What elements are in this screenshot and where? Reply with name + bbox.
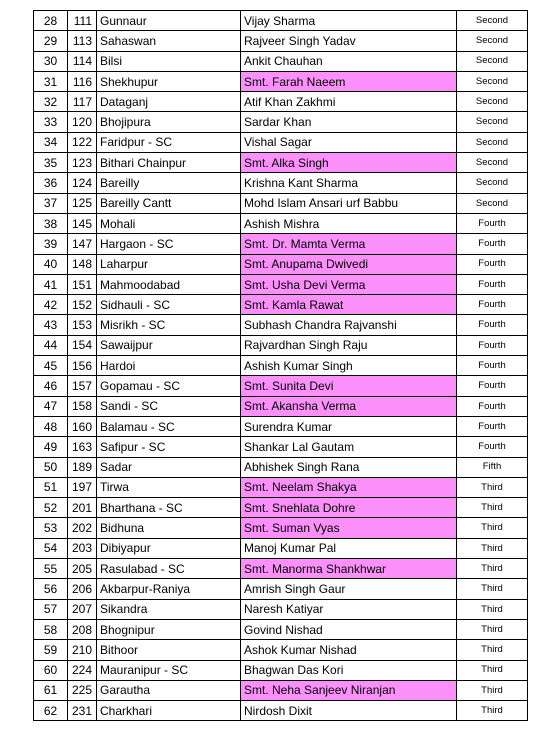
table-row (34, 660, 528, 680)
serial-number-cell: 33 (34, 112, 68, 132)
serial-number-cell: 56 (34, 579, 68, 599)
candidate-name-cell: Smt. Manorma Shankhwar (241, 559, 457, 579)
table-row (34, 315, 528, 335)
phase-cell: Third (457, 599, 528, 619)
phase-cell: Fourth (457, 416, 528, 436)
serial-number-cell: 38 (34, 213, 68, 233)
candidate-name-cell: Manoj Kumar Pal (241, 538, 457, 558)
constituency-name-cell: Bithoor (97, 640, 241, 660)
constituency-number-cell: 114 (68, 51, 97, 71)
candidate-name-cell: Atif Khan Zakhmi (241, 92, 457, 112)
constituency-name-cell: Sandi - SC (97, 396, 241, 416)
table-row (34, 153, 528, 173)
constituency-name-cell: Dataganj (97, 92, 241, 112)
constituency-number-cell: 205 (68, 559, 97, 579)
serial-number-cell: 42 (34, 295, 68, 315)
phase-cell: Third (457, 640, 528, 660)
table-row (34, 71, 528, 91)
constituency-number-cell: 163 (68, 437, 97, 457)
candidate-name-cell: Ashish Kumar Singh (241, 356, 457, 376)
constituency-name-cell: Bithari Chainpur (97, 153, 241, 173)
phase-cell: Third (457, 579, 528, 599)
constituency-number-cell: 111 (68, 11, 97, 31)
table-row (34, 274, 528, 294)
constituency-number-cell: 154 (68, 335, 97, 355)
table-row (34, 701, 528, 721)
phase-cell: Third (457, 660, 528, 680)
constituency-number-cell: 158 (68, 396, 97, 416)
candidate-name-cell: Sardar Khan (241, 112, 457, 132)
table-row (34, 416, 528, 436)
table-row (34, 213, 528, 233)
phase-cell: Third (457, 538, 528, 558)
serial-number-cell: 62 (34, 701, 68, 721)
table-row (34, 295, 528, 315)
serial-number-cell: 55 (34, 559, 68, 579)
constituency-number-cell: 122 (68, 132, 97, 152)
constituency-number-cell: 117 (68, 92, 97, 112)
candidate-name-cell: Krishna Kant Sharma (241, 173, 457, 193)
constituency-name-cell: Sahaswan (97, 31, 241, 51)
serial-number-cell: 30 (34, 51, 68, 71)
candidate-name-cell: Smt. Anupama Dwivedi (241, 254, 457, 274)
table-row (34, 559, 528, 579)
table-row (34, 579, 528, 599)
serial-number-cell: 50 (34, 457, 68, 477)
table-row (34, 92, 528, 112)
constituency-name-cell: Faridpur - SC (97, 132, 241, 152)
phase-cell: Second (457, 11, 528, 31)
table-row (34, 376, 528, 396)
phase-cell: Second (457, 132, 528, 152)
constituency-number-cell: 160 (68, 416, 97, 436)
phase-cell: Second (457, 153, 528, 173)
candidate-name-cell: Smt. Dr. Mamta Verma (241, 234, 457, 254)
table-row (34, 538, 528, 558)
table-row (34, 640, 528, 660)
table-row (34, 680, 528, 700)
constituency-name-cell: Sawaijpur (97, 335, 241, 355)
constituency-name-cell: Tirwa (97, 477, 241, 497)
serial-number-cell: 34 (34, 132, 68, 152)
constituency-name-cell: Akbarpur-Raniya (97, 579, 241, 599)
table-row (34, 396, 528, 416)
serial-number-cell: 45 (34, 356, 68, 376)
constituency-name-cell: Bareilly (97, 173, 241, 193)
phase-cell: Fourth (457, 396, 528, 416)
phase-cell: Second (457, 51, 528, 71)
candidate-name-cell: Naresh Katiyar (241, 599, 457, 619)
constituency-name-cell: Charkhari (97, 701, 241, 721)
table-row (34, 254, 528, 274)
constituency-number-cell: 197 (68, 477, 97, 497)
phase-cell: Third (457, 680, 528, 700)
table-row (34, 498, 528, 518)
candidate-name-cell: Shankar Lal Gautam (241, 437, 457, 457)
phase-cell: Second (457, 112, 528, 132)
constituency-name-cell: Sikandra (97, 599, 241, 619)
serial-number-cell: 44 (34, 335, 68, 355)
phase-cell: Third (457, 619, 528, 639)
table-row (34, 437, 528, 457)
candidate-name-cell: Subhash Chandra Rajvanshi (241, 315, 457, 335)
constituency-name-cell: Safipur - SC (97, 437, 241, 457)
constituency-name-cell: Balamau - SC (97, 416, 241, 436)
serial-number-cell: 28 (34, 11, 68, 31)
constituency-name-cell: Shekhupur (97, 71, 241, 91)
constituency-number-cell: 147 (68, 234, 97, 254)
candidate-name-cell: Vishal Sagar (241, 132, 457, 152)
candidate-name-cell: Smt. Kamla Rawat (241, 295, 457, 315)
candidate-name-cell: Smt. Sunita Devi (241, 376, 457, 396)
serial-number-cell: 36 (34, 173, 68, 193)
constituency-name-cell: Bareilly Cantt (97, 193, 241, 213)
constituency-number-cell: 123 (68, 153, 97, 173)
table-row (34, 51, 528, 71)
constituency-name-cell: Garautha (97, 680, 241, 700)
constituency-number-cell: 116 (68, 71, 97, 91)
table-row (34, 173, 528, 193)
constituency-name-cell: Sidhauli - SC (97, 295, 241, 315)
serial-number-cell: 52 (34, 498, 68, 518)
table-row (34, 356, 528, 376)
serial-number-cell: 37 (34, 193, 68, 213)
constituency-name-cell: Sadar (97, 457, 241, 477)
constituency-number-cell: 124 (68, 173, 97, 193)
phase-cell: Second (457, 92, 528, 112)
serial-number-cell: 43 (34, 315, 68, 335)
serial-number-cell: 40 (34, 254, 68, 274)
candidate-name-cell: Smt. Snehlata Dohre (241, 498, 457, 518)
candidate-name-cell: Nirdosh Dixit (241, 701, 457, 721)
table-row (34, 193, 528, 213)
constituency-name-cell: Hargaon - SC (97, 234, 241, 254)
constituency-number-cell: 207 (68, 599, 97, 619)
constituency-number-cell: 201 (68, 498, 97, 518)
constituency-number-cell: 120 (68, 112, 97, 132)
serial-number-cell: 35 (34, 153, 68, 173)
serial-number-cell: 32 (34, 92, 68, 112)
constituency-name-cell: Laharpur (97, 254, 241, 274)
phase-cell: Fifth (457, 457, 528, 477)
constituency-name-cell: Mauranipur - SC (97, 660, 241, 680)
phase-cell: Fourth (457, 234, 528, 254)
constituency-name-cell: Rasulabad - SC (97, 559, 241, 579)
candidate-name-cell: Smt. Akansha Verma (241, 396, 457, 416)
constituency-name-cell: Hardoi (97, 356, 241, 376)
serial-number-cell: 49 (34, 437, 68, 457)
constituency-number-cell: 152 (68, 295, 97, 315)
candidate-name-cell: Smt. Suman Vyas (241, 518, 457, 538)
candidate-name-cell: Smt. Usha Devi Verma (241, 274, 457, 294)
constituency-number-cell: 202 (68, 518, 97, 538)
constituency-number-cell: 225 (68, 680, 97, 700)
phase-cell: Second (457, 31, 528, 51)
phase-cell: Fourth (457, 213, 528, 233)
serial-number-cell: 59 (34, 640, 68, 660)
constituency-number-cell: 203 (68, 538, 97, 558)
constituency-number-cell: 208 (68, 619, 97, 639)
candidate-list-sheet (33, 10, 528, 721)
constituency-number-cell: 145 (68, 213, 97, 233)
table-row (34, 132, 528, 152)
phase-cell: Third (457, 559, 528, 579)
constituency-number-cell: 151 (68, 274, 97, 294)
candidate-name-cell: Abhishek Singh Rana (241, 457, 457, 477)
phase-cell: Fourth (457, 315, 528, 335)
table-row (34, 11, 528, 31)
phase-cell: Third (457, 498, 528, 518)
constituency-name-cell: Bilsi (97, 51, 241, 71)
serial-number-cell: 46 (34, 376, 68, 396)
serial-number-cell: 53 (34, 518, 68, 538)
constituency-name-cell: Gopamau - SC (97, 376, 241, 396)
constituency-name-cell: Dibiyapur (97, 538, 241, 558)
constituency-number-cell: 206 (68, 579, 97, 599)
serial-number-cell: 58 (34, 619, 68, 639)
constituency-number-cell: 156 (68, 356, 97, 376)
candidate-name-cell: Ashish Mishra (241, 213, 457, 233)
serial-number-cell: 57 (34, 599, 68, 619)
phase-cell: Second (457, 71, 528, 91)
serial-number-cell: 51 (34, 477, 68, 497)
phase-cell: Fourth (457, 335, 528, 355)
phase-cell: Fourth (457, 274, 528, 294)
table-row (34, 518, 528, 538)
table-row (34, 31, 528, 51)
constituency-number-cell: 125 (68, 193, 97, 213)
candidate-name-cell: Amrish Singh Gaur (241, 579, 457, 599)
constituency-name-cell: Bharthana - SC (97, 498, 241, 518)
table-row (34, 457, 528, 477)
serial-number-cell: 41 (34, 274, 68, 294)
phase-cell: Fourth (457, 254, 528, 274)
constituency-number-cell: 224 (68, 660, 97, 680)
constituency-name-cell: Bhognipur (97, 619, 241, 639)
serial-number-cell: 48 (34, 416, 68, 436)
candidate-name-cell: Rajvardhan Singh Raju (241, 335, 457, 355)
serial-number-cell: 61 (34, 680, 68, 700)
phase-cell: Second (457, 173, 528, 193)
candidate-table-body (34, 11, 528, 721)
table-row (34, 477, 528, 497)
constituency-number-cell: 148 (68, 254, 97, 274)
phase-cell: Third (457, 477, 528, 497)
constituency-number-cell: 231 (68, 701, 97, 721)
candidate-table (33, 10, 528, 721)
serial-number-cell: 29 (34, 31, 68, 51)
candidate-name-cell: Surendra Kumar (241, 416, 457, 436)
candidate-name-cell: Govind Nishad (241, 619, 457, 639)
constituency-number-cell: 210 (68, 640, 97, 660)
candidate-name-cell: Smt. Farah Naeem (241, 71, 457, 91)
constituency-number-cell: 189 (68, 457, 97, 477)
constituency-name-cell: Misrikh - SC (97, 315, 241, 335)
candidate-name-cell: Bhagwan Das Kori (241, 660, 457, 680)
candidate-name-cell: Smt. Neelam Shakya (241, 477, 457, 497)
serial-number-cell: 54 (34, 538, 68, 558)
serial-number-cell: 31 (34, 71, 68, 91)
candidate-name-cell: Smt. Alka Singh (241, 153, 457, 173)
constituency-number-cell: 157 (68, 376, 97, 396)
table-row (34, 599, 528, 619)
table-row (34, 619, 528, 639)
serial-number-cell: 60 (34, 660, 68, 680)
table-row (34, 112, 528, 132)
table-row (34, 234, 528, 254)
candidate-name-cell: Rajveer Singh Yadav (241, 31, 457, 51)
constituency-name-cell: Mahmoodabad (97, 274, 241, 294)
serial-number-cell: 47 (34, 396, 68, 416)
phase-cell: Fourth (457, 376, 528, 396)
phase-cell: Fourth (457, 295, 528, 315)
phase-cell: Second (457, 193, 528, 213)
candidate-name-cell: Vijay Sharma (241, 11, 457, 31)
constituency-name-cell: Mohali (97, 213, 241, 233)
table-row (34, 335, 528, 355)
constituency-name-cell: Gunnaur (97, 11, 241, 31)
phase-cell: Third (457, 701, 528, 721)
phase-cell: Fourth (457, 356, 528, 376)
candidate-name-cell: Ankit Chauhan (241, 51, 457, 71)
constituency-name-cell: Bidhuna (97, 518, 241, 538)
phase-cell: Third (457, 518, 528, 538)
serial-number-cell: 39 (34, 234, 68, 254)
constituency-name-cell: Bhojipura (97, 112, 241, 132)
candidate-name-cell: Mohd Islam Ansari urf Babbu (241, 193, 457, 213)
candidate-name-cell: Ashok Kumar Nishad (241, 640, 457, 660)
phase-cell: Fourth (457, 437, 528, 457)
constituency-number-cell: 113 (68, 31, 97, 51)
constituency-number-cell: 153 (68, 315, 97, 335)
candidate-name-cell: Smt. Neha Sanjeev Niranjan (241, 680, 457, 700)
